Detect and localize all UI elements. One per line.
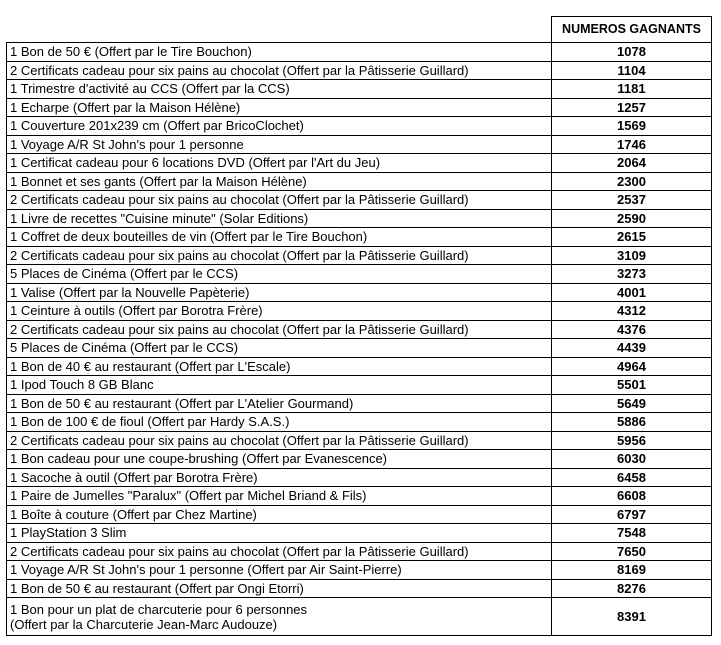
winning-number-cell: 8276 <box>552 579 712 598</box>
table-row <box>7 357 712 376</box>
prize-cell: 1 Valise (Offert par la Nouvelle Papèterie) <box>7 283 552 302</box>
winning-number-cell: 1569 <box>552 117 712 136</box>
prize-cell: 1 Paire de Jumelles "Paralux" (Offert par Michel Briand & Fils) <box>7 487 552 506</box>
table-row <box>7 339 712 358</box>
winning-number-cell: 6608 <box>552 487 712 506</box>
winning-number-cell: 3109 <box>552 246 712 265</box>
prize-cell: 1 Voyage A/R St John's pour 1 personne <box>7 135 552 154</box>
winning-number-cell: 7548 <box>552 524 712 543</box>
table-row <box>7 265 712 284</box>
table-row <box>7 579 712 598</box>
prize-line-1: 1 Bon pour un plat de charcuterie pour 6 personnes <box>10 601 308 617</box>
prize-cell: 2 Certificats cadeau pour six pains au chocolat (Offert par la Pâtisserie Guillard) <box>7 61 552 80</box>
prize-cell: 1 Trimestre d'activité au CCS (Offert par la CCS) <box>7 80 552 99</box>
winning-number-cell: 2300 <box>552 172 712 191</box>
table-row <box>7 302 712 321</box>
prize-cell: 5 Places de Cinéma (Offert par le CCS) <box>7 339 552 358</box>
winning-number-cell: 6030 <box>552 450 712 469</box>
winning-number-cell: 1078 <box>552 43 712 62</box>
prize-cell: 2 Certificats cadeau pour six pains au chocolat (Offert par la Pâtisserie Guillard) <box>7 246 552 265</box>
prize-cell: 1 Voyage A/R St John's pour 1 personne (Offert par Air Saint-Pierre) <box>7 561 552 580</box>
prize-cell <box>7 598 552 636</box>
table-row <box>7 228 712 247</box>
winning-number-cell: 4312 <box>552 302 712 321</box>
prize-cell: 1 Livre de recettes "Cuisine minute" (Solar Editions) <box>7 209 552 228</box>
table-row <box>7 413 712 432</box>
table-row <box>7 283 712 302</box>
winning-number-cell: 1104 <box>552 61 712 80</box>
prize-cell: 1 Bon de 50 € au restaurant (Offert par Ongi Etorri) <box>7 579 552 598</box>
table-row <box>7 172 712 191</box>
winning-number-cell: 8169 <box>552 561 712 580</box>
prize-cell: 1 PlayStation 3 Slim <box>7 524 552 543</box>
empty-header-cell <box>7 17 552 43</box>
table-row <box>7 394 712 413</box>
table-row <box>7 246 712 265</box>
winning-number-cell: 1257 <box>552 98 712 117</box>
winning-number-cell: 2615 <box>552 228 712 247</box>
winning-number-cell: 2537 <box>552 191 712 210</box>
winning-number-cell: 3273 <box>552 265 712 284</box>
table-row <box>7 61 712 80</box>
table-row <box>7 98 712 117</box>
winning-number-cell: 5649 <box>552 394 712 413</box>
prize-cell: 1 Bon de 100 € de fioul (Offert par Hardy S.A.S.) <box>7 413 552 432</box>
winning-number-cell: 5956 <box>552 431 712 450</box>
prize-cell: 1 Bon de 40 € au restaurant (Offert par L'Escale) <box>7 357 552 376</box>
winning-number-cell: 4964 <box>552 357 712 376</box>
table-row <box>7 191 712 210</box>
prize-line-2: (Offert par la Charcuterie Jean-Marc Audouze) <box>10 616 278 632</box>
numbers-column-header: NUMEROS GAGNANTS <box>552 17 712 43</box>
table-body <box>7 43 712 598</box>
winning-number-cell: 4376 <box>552 320 712 339</box>
prize-cell: 1 Couverture 201x239 cm (Offert par BricoClochet) <box>7 117 552 136</box>
table-row <box>7 450 712 469</box>
prize-cell: 1 Bon cadeau pour une coupe-brushing (Offert par Evanescence) <box>7 450 552 469</box>
winning-number-cell: 1746 <box>552 135 712 154</box>
table-row <box>7 598 712 636</box>
prize-cell: 1 Sacoche à outil (Offert par Borotra Frère) <box>7 468 552 487</box>
prize-cell: 1 Certificat cadeau pour 6 locations DVD (Offert par l'Art du Jeu) <box>7 154 552 173</box>
table-row <box>7 505 712 524</box>
winning-number-cell: 8391 <box>552 598 712 636</box>
winning-number-cell: 5886 <box>552 413 712 432</box>
winning-numbers-table <box>6 16 712 636</box>
winning-number-cell: 1181 <box>552 80 712 99</box>
table-row <box>7 80 712 99</box>
table-header-row <box>7 17 712 43</box>
table-row <box>7 320 712 339</box>
prize-cell: 2 Certificats cadeau pour six pains au chocolat (Offert par la Pâtisserie Guillard) <box>7 431 552 450</box>
table-row <box>7 154 712 173</box>
prize-cell: 1 Boîte à couture (Offert par Chez Martine) <box>7 505 552 524</box>
winning-number-cell: 6458 <box>552 468 712 487</box>
table-row <box>7 117 712 136</box>
prize-cell: 2 Certificats cadeau pour six pains au chocolat (Offert par la Pâtisserie Guillard) <box>7 320 552 339</box>
winning-number-cell: 5501 <box>552 376 712 395</box>
table-row <box>7 542 712 561</box>
winning-number-cell: 2064 <box>552 154 712 173</box>
winning-number-cell: 2590 <box>552 209 712 228</box>
prize-cell: 1 Echarpe (Offert par la Maison Hélène) <box>7 98 552 117</box>
prize-cell: 1 Bon de 50 € (Offert par le Tire Bouchon) <box>7 43 552 62</box>
table-row <box>7 468 712 487</box>
table-row <box>7 524 712 543</box>
prize-cell: 1 Ipod Touch 8 GB Blanc <box>7 376 552 395</box>
winning-number-cell: 7650 <box>552 542 712 561</box>
winning-number-cell: 6797 <box>552 505 712 524</box>
prize-cell: 5 Places de Cinéma (Offert par le CCS) <box>7 265 552 284</box>
table-row <box>7 209 712 228</box>
prize-cell: 2 Certificats cadeau pour six pains au chocolat (Offert par la Pâtisserie Guillard) <box>7 542 552 561</box>
prize-cell: 2 Certificats cadeau pour six pains au chocolat (Offert par la Pâtisserie Guillard) <box>7 191 552 210</box>
table-row <box>7 487 712 506</box>
prize-cell: 1 Bon de 50 € au restaurant (Offert par L'Atelier Gourmand) <box>7 394 552 413</box>
prize-cell: 1 Coffret de deux bouteilles de vin (Offert par le Tire Bouchon) <box>7 228 552 247</box>
winning-number-cell: 4001 <box>552 283 712 302</box>
table-row <box>7 376 712 395</box>
table-row <box>7 43 712 62</box>
prize-cell: 1 Bonnet et ses gants (Offert par la Maison Hélène) <box>7 172 552 191</box>
table-row <box>7 561 712 580</box>
table-row <box>7 135 712 154</box>
table-row <box>7 431 712 450</box>
winning-number-cell: 4439 <box>552 339 712 358</box>
prize-cell: 1 Ceinture à outils (Offert par Borotra Frère) <box>7 302 552 321</box>
